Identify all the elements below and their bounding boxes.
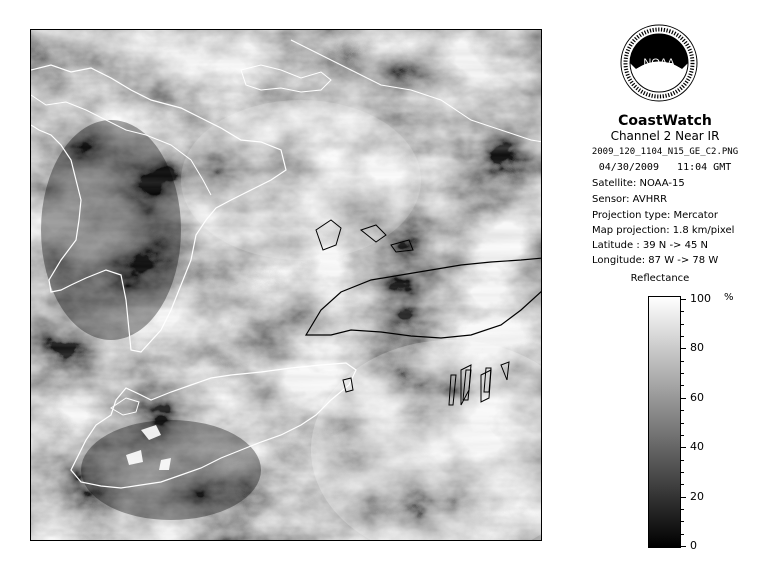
map-projection-label: Map projection: 1.8 km/pixel	[592, 225, 735, 236]
colorbar-tick	[681, 348, 686, 349]
latitude-label: Latitude : 39 N -> 45 N	[592, 240, 708, 251]
logo-text: NOAA	[643, 57, 675, 69]
colorbar-tick-label: 80	[690, 341, 704, 354]
colorbar-tick-label: 100	[690, 292, 711, 305]
colorbar-label: Reflectance	[630, 273, 690, 284]
colorbar-tick	[681, 324, 684, 325]
colorbar-tick-label: 40	[690, 440, 704, 453]
colorbar-tick	[681, 361, 684, 362]
colorbar-tick	[681, 410, 684, 411]
clear-sky-area	[81, 420, 261, 520]
colorbar-tick	[681, 373, 684, 374]
colorbar-tick	[681, 484, 684, 485]
sensor-label: Sensor: AVHRR	[592, 194, 668, 205]
satellite-label: Satellite: NOAA-15	[592, 178, 685, 189]
colorbar-tick	[681, 534, 684, 535]
colorbar-tick	[681, 497, 686, 498]
colorbar-tick	[681, 385, 684, 386]
colorbar-tick	[681, 398, 686, 399]
image-date: 04/30/2009	[598, 162, 659, 173]
satellite-map-svg	[31, 30, 542, 541]
colorbar-tick	[681, 509, 684, 510]
colorbar-tick	[681, 460, 684, 461]
colorbar-tick	[681, 423, 684, 424]
image-filename: 2009_120_1104_N15_GE_C2.PNG	[591, 147, 739, 157]
colorbar-unit: %	[724, 292, 734, 303]
colorbar-tick-label: 60	[690, 391, 704, 404]
colorbar-tick	[681, 521, 684, 522]
colorbar-tick	[681, 311, 684, 312]
satellite-image	[30, 29, 542, 541]
colorbar-tick-label: 20	[690, 490, 704, 503]
image-time: 11:04 GMT	[677, 162, 732, 173]
colorbar-tick	[681, 472, 684, 473]
colorbar-tick	[681, 299, 686, 300]
channel-label: Channel 2 Near IR	[610, 129, 720, 143]
product-title: CoastWatch	[618, 113, 712, 129]
colorbar-tick-label: 0	[690, 539, 697, 552]
colorbar-tick	[681, 546, 686, 547]
colorbar-tick	[681, 447, 686, 448]
colorbar-tick	[681, 336, 684, 337]
clear-sky-area	[41, 120, 181, 340]
projection-type-label: Projection type: Mercator	[592, 210, 718, 221]
reflectance-colorbar	[648, 296, 681, 548]
longitude-label: Longitude: 87 W -> 78 W	[592, 255, 719, 266]
colorbar-tick	[681, 435, 684, 436]
noaa-logo	[620, 24, 698, 102]
image-datetime	[560, 161, 770, 174]
